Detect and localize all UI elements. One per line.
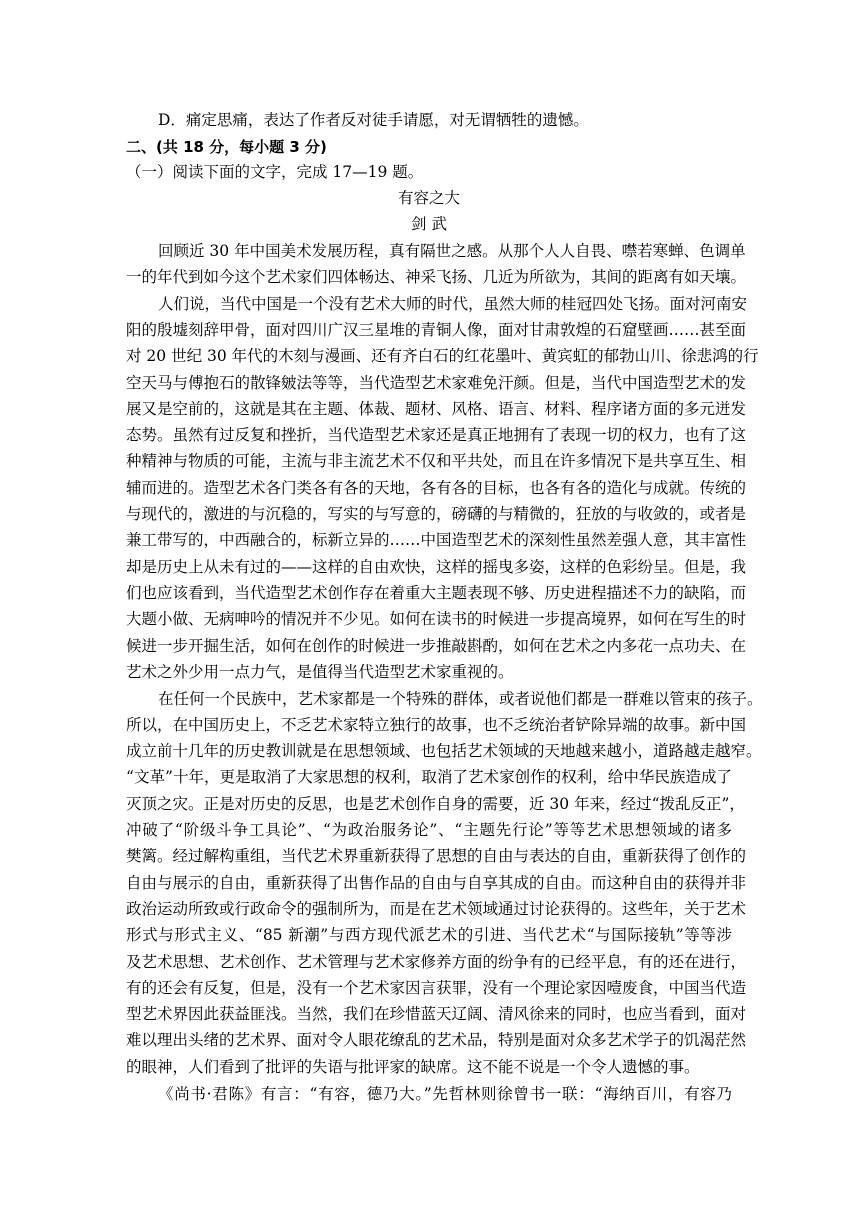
paragraph-line: 候进一步开掘生活，如何在创作的时候进一步推敲斟酌，如何在艺术之内多花一点功夫、在 [126,637,747,655]
paragraph-line: 形式与形式主义、“85 新潮”与西方现代派艺术的引进、当代艺术“与国际接轨”等等涉 [126,926,732,944]
paragraph-line: 空天马与傅抱石的散锋皴法等等，当代造型艺术家难免汗颜。但是，当代中国造型艺术的发 [126,374,747,392]
option-d: D．痛定思痛，表达了作者反对徒手请愿，对无谓牺牲的遗憾。 [158,111,589,129]
paragraph-line: 有的还会有反复，但是，没有一个艺术家因言获罪，没有一个理论家因噎废食，中国当代造 [126,979,747,997]
paragraph-line: 难以理出头绪的艺术界、面对令人眼花缭乱的艺术品，特别是面对众多艺术学子的饥渴茫然 [126,1031,747,1049]
paragraph-line: 与现代的，激进的与沉稳的，写实的与写意的，磅礴的与精微的，狂放的与收敛的，或者是 [126,505,747,523]
paragraph-line: 冲破了“阶级斗争工具论”、“为政治服务论”、“主题先行论”等等艺术思想领域的诸多 [126,821,732,839]
paragraph-line: “文革”十年，更是取消了大家思想的权利，取消了艺术家创作的权利，给中华民族造成了 [126,768,732,786]
paragraph-line: 型艺术界因此获益匪浅。当然，我们在珍惜蓝天辽阔、清风徐来的同时，也应当看到，面对 [126,1005,747,1023]
paragraph-line: 对 20 世纪 30 年代的木刻与漫画、还有齐白石的红花墨叶、黄宾虹的郁勃山川、徐悲鸿的行 [126,347,759,365]
paragraph-line: 回顾近 30 年中国美术发展历程，真有隔世之感。从那个人人自畏、噤若寒蝉、色调单 [158,242,746,260]
article-author: 剑 武 [411,215,447,233]
paragraph-line: 在任何一个民族中，艺术家都是一个特殊的群体，或者说他们都是一群难以管束的孩子。 [158,690,763,708]
paragraph-line: 展又是空前的，这就是其在主题、体裁、题材、风格、语言、材料、程序诸方面的多元迸发 [126,400,747,418]
paragraph-line: 樊篱。经过解构重组，当代艺术界重新获得了思想的自由与表达的自由，重新获得了创作的 [126,847,747,865]
paragraph-line: 一的年代到如今这个艺术家们四体畅达、神采飞扬、几近为所欲为，其间的距离有如天壤。 [126,268,747,286]
paragraph-line: 所以，在中国历史上，不乏艺术家特立独行的故事，也不乏统治者铲除异端的故事。新中国 [126,716,747,734]
paragraph-line: 人们说，当代中国是一个没有艺术大师的时代，虽然大师的桂冠四处飞扬。面对河南安 [158,295,748,313]
paragraph-line: 态势。虽然有过反复和挫折，当代造型艺术家还是真正地拥有了表现一切的权力，也有了这 [126,426,747,444]
paragraph-line: 却是历史上从未有过的——这样的自由欢快，这样的摇曳多姿，这样的色彩纷呈。但是，我 [126,558,747,576]
paragraph-line: 成立前十几年的历史教训就是在思想领域、也包括艺术领域的天地越来越小，道路越走越窄。 [126,742,762,760]
paragraph-line: 的眼神，人们看到了批评的失语与批评家的缺席。这不能不说是一个令人遗憾的事。 [126,1058,700,1076]
paragraph-line: 灭顶之灾。正是对历史的反思，也是艺术创作自身的需要，近 30 年来，经过“拨乱反正”， [126,795,745,813]
paragraph-line: 自由与展示的自由，重新获得了出售作品的自由与自享其成的自由。而这种自由的获得并非 [126,874,747,892]
paragraph-line: 种精神与物质的可能，主流与非主流艺术不仅和平共处，而且在许多情况下是共享互生、相 [126,452,747,470]
paragraph-line: 大题小做、无病呻吟的情况并不少见。如何在读书的时候进一步提高境界，如何在写生的时 [126,610,747,628]
paragraph-line: 及艺术思想、艺术创作、艺术管理与艺术家修养方面的纷争有的已经平息，有的还在进行， [126,953,747,971]
section-heading: 二、(共 18 分，每小题 3 分) [126,138,327,156]
paragraph-line: 政治运动所致或行政命令的强制所为，而是在艺术领域通过讨论获得的。这些年，关于艺术 [126,900,747,918]
paragraph-line: 兼工带写的，中西融合的，标新立异的……中国造型艺术的深刻性虽然差强人意，其丰富性 [126,531,747,549]
paragraph-line: 阳的殷墟刻辞甲骨，面对四川广汉三星堆的青铜人像，面对甘肃敦煌的石窟壁画……甚至面 [126,321,747,339]
paragraph-line: 辅而进的。造型艺术各门类各有各的天地，各有各的目标，也各有各的造化与成就。传统的 [126,479,747,497]
article-title: 有容之大 [397,189,460,207]
paragraph-line: 们也应该看到，当代造型艺术创作存在着重大主题表现不够、历史进程描述不力的缺陷，而 [126,584,747,602]
paragraph-line: 艺术之外少用一点力气，是值得当代造型艺术家重视的。 [126,663,514,681]
paragraph-line: 《尚书·君陈》有言：“有容，德乃大。”先哲林则徐曾书一联：“海纳百川，有容乃 [158,1085,732,1103]
reading-instruction: （一）阅读下面的文字，完成 17—19 题。 [126,163,424,181]
